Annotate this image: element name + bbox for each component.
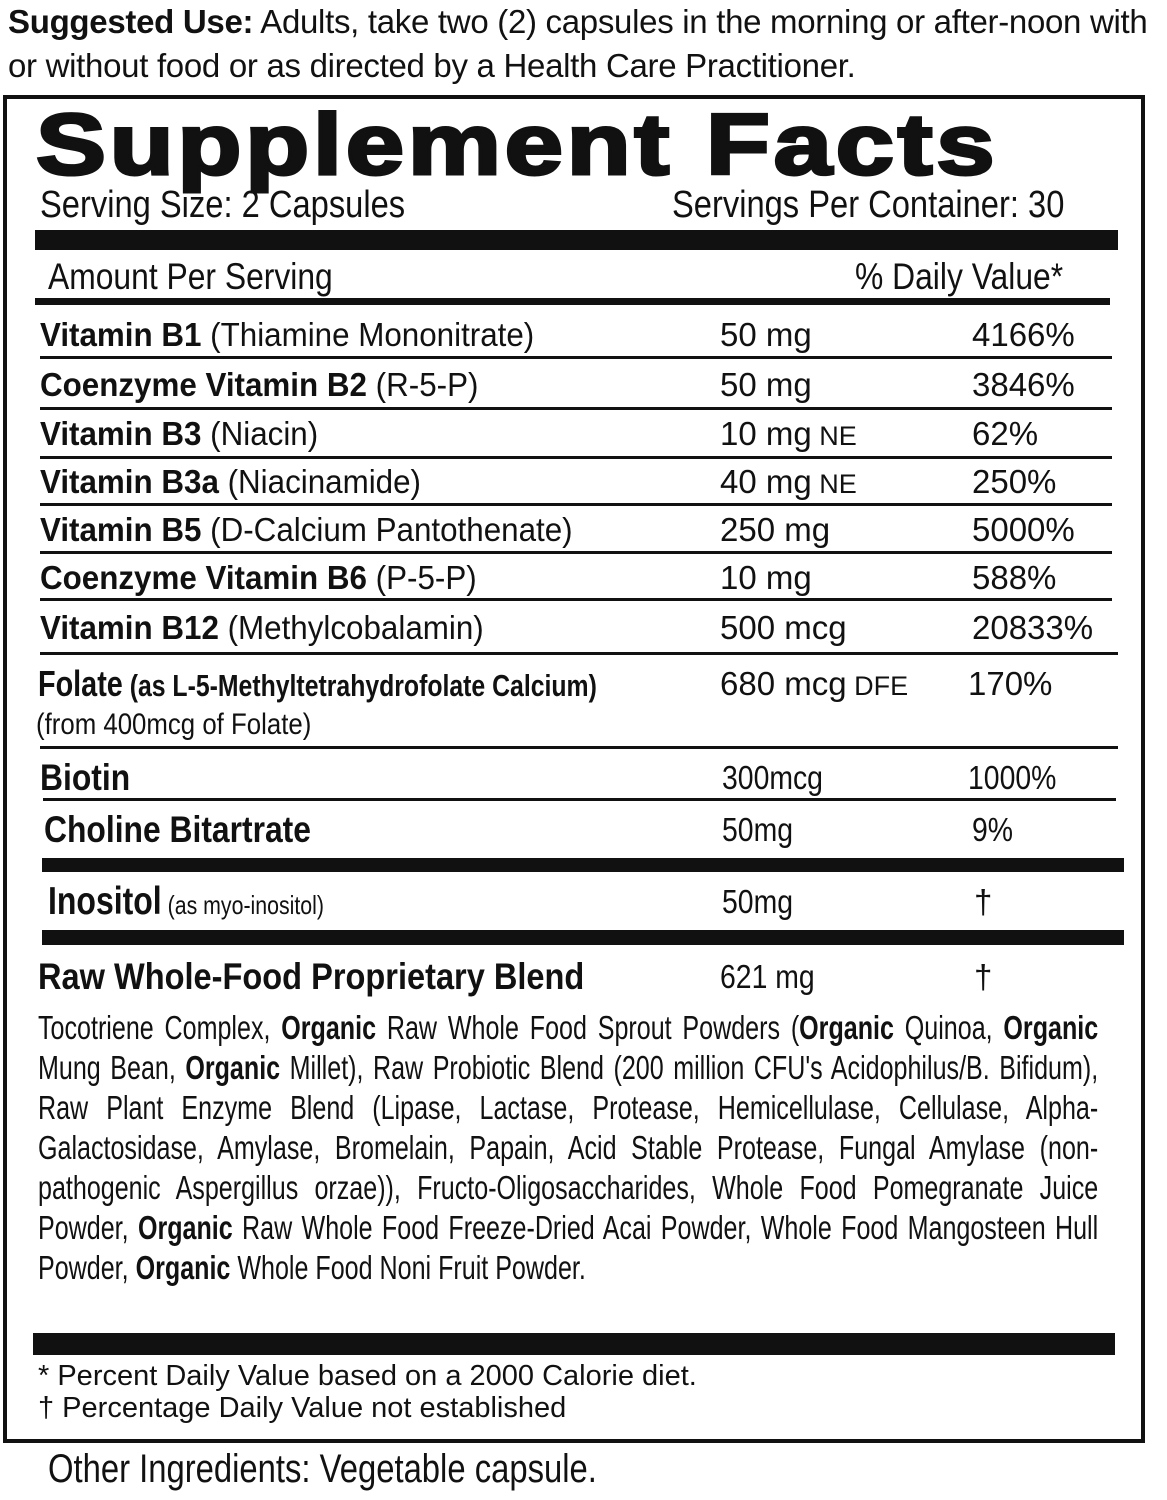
footnote-daily-value: * Percent Daily Value based on a 2000 Calorie diet. — [38, 1360, 697, 1392]
nutrient-amount: 50mg — [722, 883, 794, 920]
nutrient-detail: (as L-5-Methyltetrahydrofolate Calcium) — [122, 668, 597, 703]
organic-label: Organic — [185, 1049, 281, 1086]
divider-thick — [42, 858, 1124, 872]
nutrient-row — [40, 508, 1120, 552]
nutrient-amount: 300mcg — [722, 759, 823, 796]
nutrient-amount: 500 mcg — [720, 609, 847, 646]
nutrient-detail: (Methylcobalamin) — [218, 609, 484, 646]
nutrient-unit: NE — [811, 469, 857, 499]
nutrient-dv: 20833% — [972, 609, 1094, 646]
divider-medium — [35, 298, 1110, 305]
nutrient-name: Folate — [38, 663, 123, 704]
nutrient-row — [40, 606, 1120, 650]
nutrient-row-choline — [40, 808, 1120, 852]
nutrient-row — [40, 363, 1120, 407]
nutrient-dv: † — [974, 883, 993, 920]
nutrient-row — [40, 412, 1120, 456]
proprietary-blend-row — [40, 955, 1120, 999]
nutrient-amount: 250 mg — [720, 511, 831, 548]
suggested-use — [8, 0, 1158, 88]
nutrient-row — [40, 313, 1120, 357]
footnote-not-established: † Percentage Daily Value not established — [38, 1392, 567, 1424]
ingredient-text: Quinoa, — [893, 1009, 1004, 1046]
ingredient-text: Tocotriene Complex, — [38, 1009, 282, 1046]
nutrient-detail: (Niacin) — [201, 415, 319, 452]
divider — [40, 746, 1118, 749]
nutrient-dv: 4166% — [972, 316, 1075, 353]
nutrient-name: Inositol — [48, 880, 162, 923]
nutrient-name: Vitamin B5 — [40, 511, 202, 548]
divider-thick — [42, 930, 1124, 945]
nutrient-name: Biotin — [40, 757, 131, 798]
nutrient-amount: 50 mg — [720, 316, 812, 353]
nutrient-detail: (Niacinamide) — [218, 463, 421, 500]
divider — [40, 503, 1112, 506]
nutrient-name: Vitamin B1 — [40, 316, 202, 353]
nutrient-detail: (P-5-P) — [366, 559, 477, 596]
ingredient-text: Raw Whole Food Sprout Powders ( — [376, 1009, 800, 1046]
nutrient-dv: 5000% — [972, 511, 1075, 548]
nutrient-amount: 10 mg — [720, 559, 812, 596]
ingredient-text: Mung Bean, — [38, 1049, 186, 1086]
nutrient-detail: (as myo-inositol) — [161, 890, 325, 920]
nutrient-dv: 1000% — [968, 759, 1057, 796]
nutrient-row-biotin — [40, 756, 1120, 800]
nutrient-dv: 3846% — [972, 366, 1075, 403]
divider-thick — [35, 230, 1118, 250]
divider — [40, 456, 1112, 459]
nutrient-dv: 588% — [972, 559, 1057, 596]
divider — [40, 652, 1118, 655]
other-ingredients: Other Ingredients: Vegetable capsule. — [48, 1447, 597, 1491]
suggested-use-text: Adults, take two (2) capsules in the morning or after-noon with or without food or as directed by a Health Care Practitioner. — [8, 3, 1148, 84]
organic-label: Organic — [135, 1249, 231, 1286]
nutrient-name: Vitamin B3a — [40, 463, 219, 500]
nutrient-amount: 680 mcg — [720, 665, 847, 702]
nutrient-name: Vitamin B12 — [40, 609, 219, 646]
divider-thick — [33, 1333, 1115, 1355]
divider — [40, 551, 1112, 554]
divider — [40, 356, 1112, 359]
organic-label: Organic — [1003, 1009, 1099, 1046]
folate-source: (from 400mcg of Folate) — [36, 708, 312, 741]
nutrient-row — [40, 556, 1120, 600]
divider — [43, 798, 1116, 801]
suggested-use-label: Suggested Use: — [8, 3, 254, 40]
ingredient-text: Millet), Raw Probiotic Blend (200 million CFU's Acidophilus/B. Bifidum), Raw Plant Enzyme Blend (Lipase, Lactase, Protease, Hemicellulase, Cellulase, Alpha-Galactosidase, Amylase, Bromelain, Papain, Acid Stable Protease, Fungal Amylase (non-pathogenic Aspergillus orzae)), Fructo-Oligosaccharides, Whole Food Pomegranate Juice Powder, — [38, 1049, 1099, 1246]
nutrient-name: Raw Whole-Food Proprietary Blend — [38, 956, 585, 997]
nutrient-amount: 40 mg — [720, 463, 812, 500]
nutrient-row-inositol — [40, 880, 1120, 924]
nutrient-detail: (R-5-P) — [366, 366, 479, 403]
serving-size: Serving Size: 2 Capsules — [40, 184, 406, 226]
nutrient-row-folate — [40, 662, 1120, 706]
nutrient-dv: † — [974, 958, 993, 995]
nutrient-dv: 250% — [972, 463, 1057, 500]
nutrient-detail: (D-Calcium Pantothenate) — [201, 511, 573, 548]
nutrient-unit: NE — [811, 421, 857, 451]
blend-ingredients — [38, 1008, 1098, 1288]
nutrient-dv: 170% — [968, 665, 1053, 702]
nutrient-dv: 9% — [972, 811, 1014, 848]
amount-per-serving: Amount Per Serving — [48, 256, 333, 297]
nutrient-amount: 621 mg — [720, 958, 815, 995]
nutrient-dv: 62% — [972, 415, 1039, 452]
nutrient-unit: DFE — [846, 671, 909, 701]
nutrient-amount: 50 mg — [720, 366, 812, 403]
nutrient-name: Vitamin B3 — [40, 415, 202, 452]
nutrient-name: Coenzyme Vitamin B2 — [40, 366, 367, 403]
divider — [40, 407, 1112, 410]
nutrient-row — [40, 460, 1120, 504]
ingredient-text: Whole Food Noni Fruit Powder. — [230, 1249, 586, 1286]
nutrient-amount: 50mg — [722, 811, 794, 848]
daily-value-header: % Daily Value* — [855, 256, 1064, 297]
servings-per-container: Servings Per Container: 30 — [672, 184, 1065, 226]
nutrient-detail: (Thiamine Mononitrate) — [201, 316, 535, 353]
organic-label: Organic — [281, 1009, 377, 1046]
nutrient-name: Choline Bitartrate — [44, 809, 311, 850]
nutrient-name: Coenzyme Vitamin B6 — [40, 559, 367, 596]
ingredient-text: Raw Whole Food Freeze-Dried Acai Powder, Whole Food Mangosteen Hull Powder, — [38, 1209, 1099, 1286]
divider — [40, 598, 1112, 601]
panel-title: Supplement Facts — [36, 97, 999, 193]
nutrient-amount: 10 mg — [720, 415, 812, 452]
organic-label: Organic — [137, 1209, 233, 1246]
organic-label: Organic — [799, 1009, 894, 1046]
